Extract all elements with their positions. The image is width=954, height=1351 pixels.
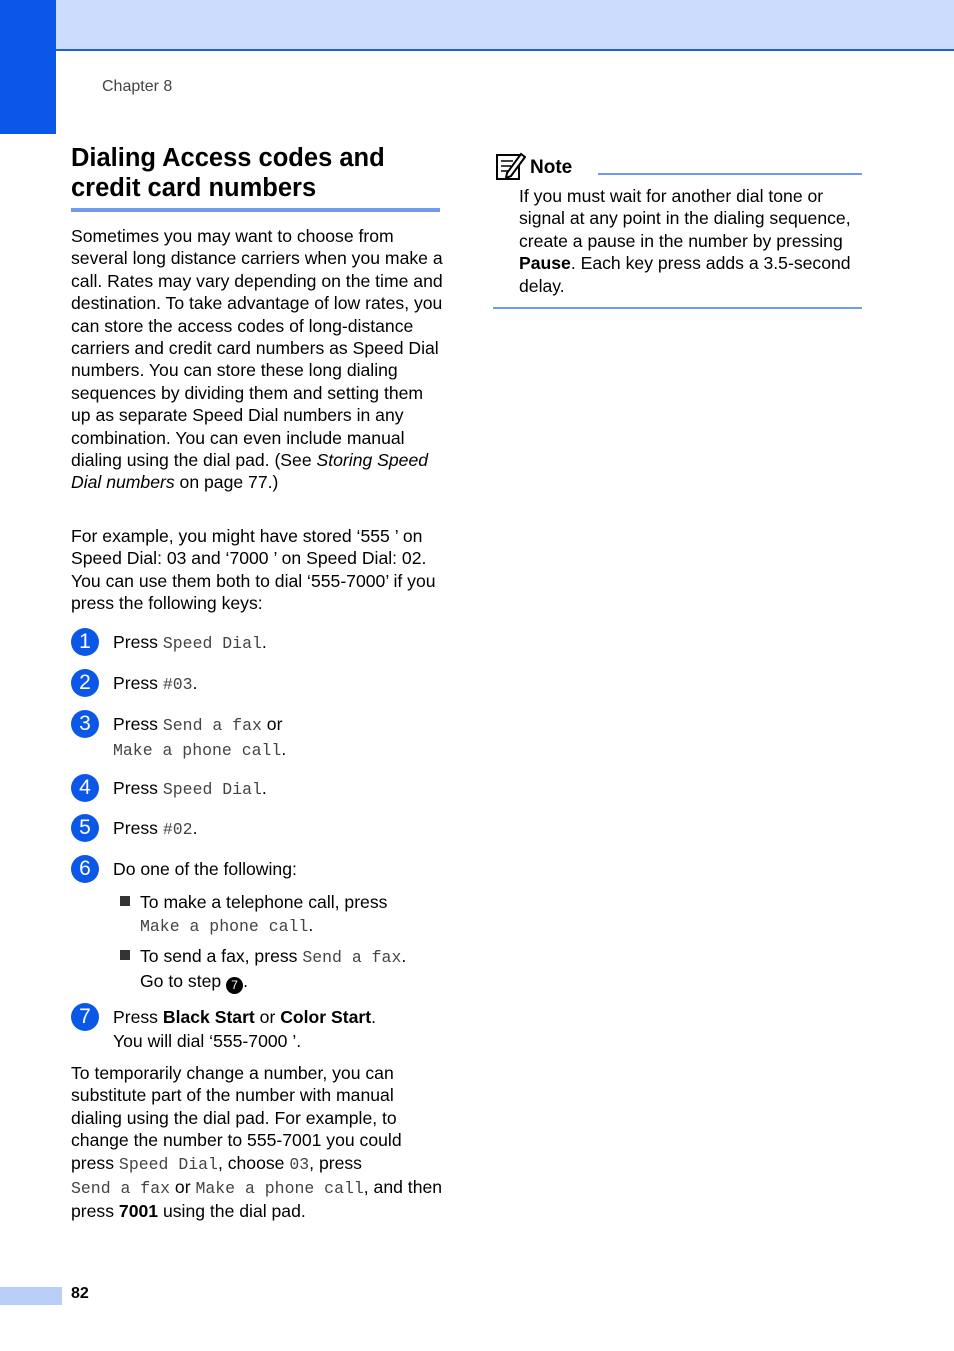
chapter-tab <box>0 0 56 134</box>
note-label: Note <box>530 157 573 178</box>
note-top-rule <box>598 173 862 175</box>
note-pencil-icon <box>494 151 526 181</box>
step-text: Press #03. <box>113 673 198 694</box>
example-paragraph: For example, you might have stored ‘555 ’ on Speed Dial: 03 and ‘7000 ’ on Speed Dial: 02. You can use them both to dial ‘555-7000’ if you press the following keys: <box>71 526 436 614</box>
note-text: If you must wait for another dial tone or signal at any point in the dialing sequence, create a pause in the number by pressing Pause. Each key press adds a 3.5-second delay. <box>519 186 851 296</box>
step-number-icon: 5 <box>71 814 99 842</box>
step-ref-icon: 7 <box>226 977 243 994</box>
key-send-fax: Send a fax <box>302 948 402 967</box>
header-band <box>0 0 954 51</box>
step-text: Press #02. <box>113 818 198 839</box>
section-title: Dialing Access codes and credit card numbers <box>71 144 385 202</box>
bullet-square-icon <box>120 950 130 960</box>
key-code: #02 <box>162 820 193 839</box>
step-text: Do one of the following: <box>113 859 297 879</box>
bullet-text: To send a fax, press Send a fax. Go to step 7 . <box>140 946 407 992</box>
key-black-start: Black Start <box>162 1007 255 1027</box>
bullet-text: To make a telephone call, press Make a phone call. <box>140 892 388 936</box>
step-number-icon: 3 <box>71 710 99 738</box>
intro-paragraph: Sometimes you may want to choose from several long distance carriers when you make a call. Rates may vary depending on the time and destination. To take advantage of low rates, you can store the access codes of long-distance carriers and credit card numbers as Speed Dial numbers. You can store these long dialing sequences by dividing them and setting them up as separate Speed Dial numbers in any combination. You can even include manual dialing using the dial pad. (See Storing Speed Dial numbers on page 77.) <box>71 226 443 493</box>
page-number-band <box>0 1287 62 1305</box>
key-code: #03 <box>162 675 193 694</box>
key-speed-dial: Speed Dial <box>162 634 262 653</box>
step-text: Press Speed Dial. <box>113 632 267 653</box>
step-number-icon: 6 <box>71 855 99 883</box>
cross-reference: Storing Speed Dial numbers <box>71 450 429 493</box>
step-number-icon: 4 <box>71 774 99 802</box>
step-number-icon: 2 <box>71 669 99 697</box>
key-color-start: Color Start <box>280 1007 372 1027</box>
page-number: 82 <box>71 1285 89 1302</box>
key-make-call: Make a phone call <box>140 916 309 936</box>
key-send-fax: Send a fax <box>162 716 262 735</box>
key-speed-dial: Speed Dial <box>162 780 262 799</box>
title-underline <box>71 208 440 212</box>
step-text: Press Speed Dial. <box>113 778 267 799</box>
step-number-icon: 1 <box>71 628 99 656</box>
key-make-call: Make a phone call <box>113 740 282 760</box>
chapter-label: Chapter 8 <box>102 78 173 95</box>
bullet-square-icon <box>120 896 130 906</box>
step-text: Press Send a fax or Make a phone call. <box>113 714 287 760</box>
outro-paragraph: To temporarily change a number, you can substitute part of the number with manual dialing using the dial pad. For example, to change the number to 555-7001 you could press Speed Dial, choose 03, press Send a fax or Make a phone call, and then press 7001 using the dial pad. <box>71 1063 443 1222</box>
step-text: Press Black Start or Color Start. You will dial ‘555-7000 ’. <box>113 1007 377 1051</box>
note-bottom-rule <box>493 307 862 309</box>
step-number-icon: 7 <box>71 1003 99 1031</box>
